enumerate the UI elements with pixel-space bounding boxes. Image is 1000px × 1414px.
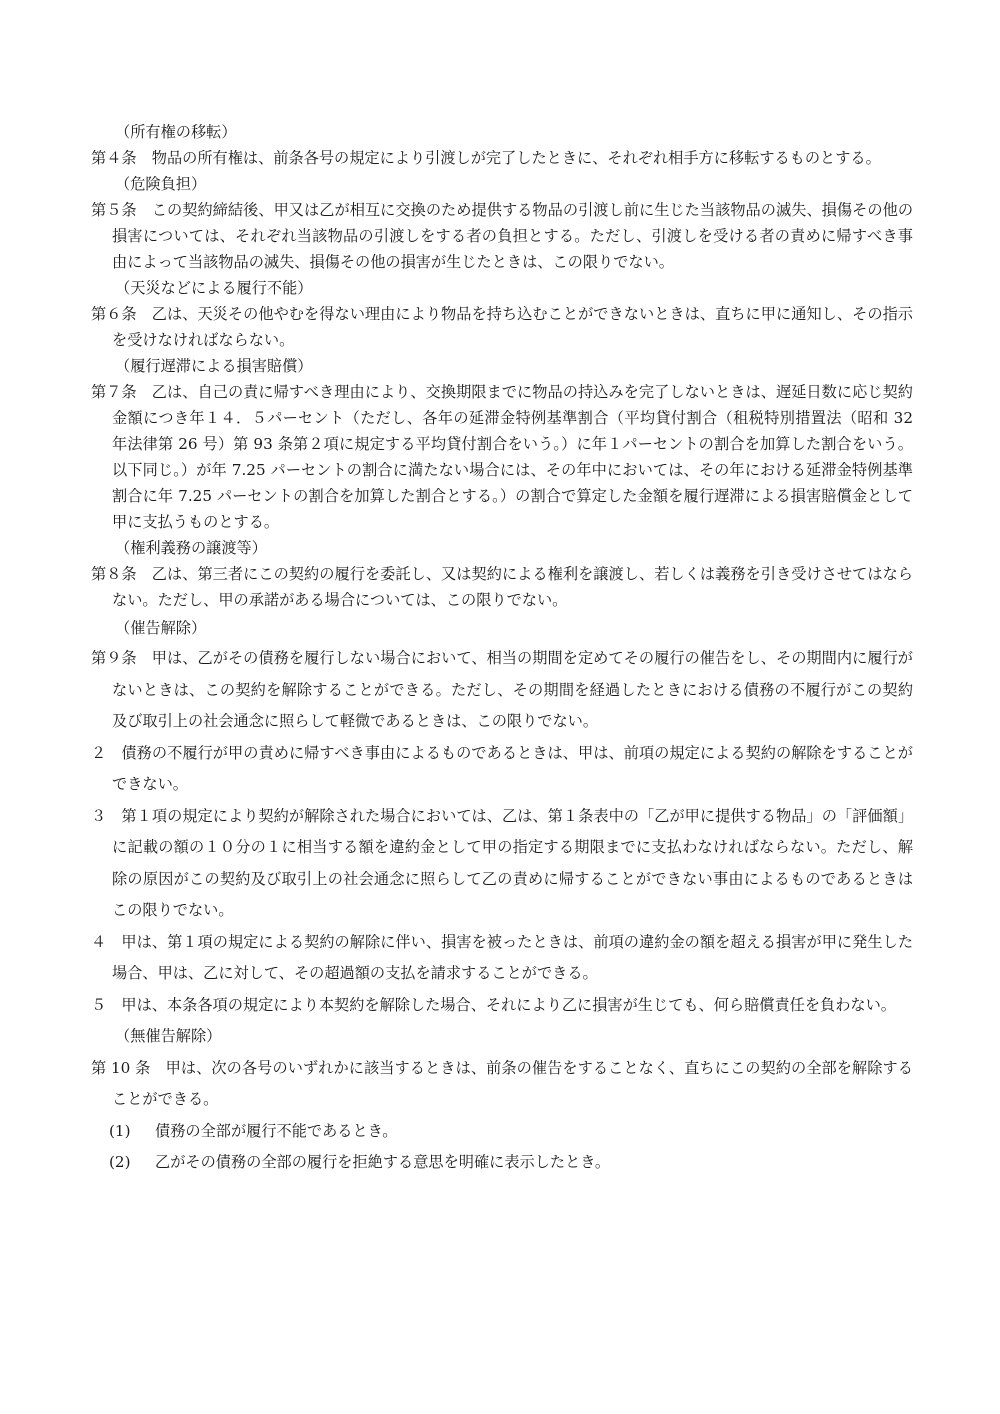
article-6-text: 乙は、天災その他やむを得ない理由により物品を持ち込むことができないときは、直ちに甲に通知し、その指示を受けなければならない。 xyxy=(112,305,913,349)
article-10-item-1 xyxy=(91,1116,913,1148)
article-9-paragraph-4-number: ４ xyxy=(91,932,122,951)
article-10-item-2-text: 乙がその債務の全部の履行を拒絶する意思を明確に表示したとき。 xyxy=(155,1153,611,1171)
article-5-number: 第５条 xyxy=(91,201,152,219)
article-9-text: 甲は、乙がその債務を履行しない場合において、相当の期間を定めてその履行の催告をし、その期間内に履行がないときは、この契約を解除することができる。ただし、その期間を経過したときにおける債務の不履行がこの契約及び取引上の社会通念に照らして軽微であるときは、この限りでない。 xyxy=(112,649,913,730)
article-7-caption: （履行遅滞による損害賠償） xyxy=(115,357,313,375)
article-9-number: 第９条 xyxy=(91,649,152,667)
article-5-caption: （危険負担） xyxy=(115,175,207,193)
article-7-text: 乙は、自己の責に帰すべき理由により、交換期限までに物品の持込みを完了しないときは、遅延日数に応じ契約金額につき年１４．５パーセント（ただし、各年の延滞金特例基準割合（平均貸付割合（租税特別措置法（昭和 32 年法律第 26 号）第 93 条第２項に規定する平均貸付割合をいう。）に年１パーセントの割合を加算した割合をいう。以下同じ。）が年 7.25 パーセントの割合に満たない場合には、その年中においては、その年における延滞金特例基準割合に年 7.25 パーセントの割合を加算した割合とする。）の割合で算定した金額を履行遅滞による損害賠償金として甲に支払うものとする。 xyxy=(112,383,913,531)
article-10-item-1-number: (1) xyxy=(109,1121,131,1140)
article-10 xyxy=(91,1053,913,1116)
article-9-paragraph-5-text: 甲は、本条各項の規定により本契約を解除した場合、それにより乙に損害が生じても、何ら賠償責任を負わない。 xyxy=(121,995,896,1014)
article-9-block xyxy=(91,643,913,1179)
article-9-paragraph-2-text: 債務の不履行が甲の責めに帰すべき事由によるものであるときは、甲は、前項の規定による契約の解除をすることができない。 xyxy=(112,743,913,793)
article-10-text: 甲は、次の各号のいずれかに該当するときは、前条の催告をすることなく、直ちにこの契約の全部を解除することができる。 xyxy=(112,1058,913,1108)
contract-page xyxy=(91,119,913,1179)
article-10-caption: （無催告解除） xyxy=(115,1027,222,1045)
article-10-number: 第 10 条 xyxy=(91,1058,166,1077)
article-4-number: 第４条 xyxy=(91,149,152,167)
article-4-text: 物品の所有権は、前条各号の規定により引渡しが完了したときに、それぞれ相手方に移転するものとする。 xyxy=(151,149,881,167)
article-9-caption: （催告解除） xyxy=(115,619,207,637)
article-10-item-2-number: (2) xyxy=(109,1153,131,1171)
article-9-paragraph-5 xyxy=(91,990,913,1022)
article-9 xyxy=(91,643,913,738)
article-9-paragraph-5-number: ５ xyxy=(91,995,122,1014)
article-9-paragraph-2-number: ２ xyxy=(91,743,122,762)
article-6-number: 第６条 xyxy=(91,305,152,323)
article-8 xyxy=(91,561,913,613)
article-10-item-1-text: 債務の全部が履行不能であるとき。 xyxy=(155,1121,398,1140)
article-6 xyxy=(91,301,913,353)
article-9-paragraph-4 xyxy=(91,927,913,990)
article-4 xyxy=(91,145,913,171)
article-9-paragraph-3-text: 第１項の規定により契約が解除された場合においては、乙は、第１条表中の「乙が甲に提供する物品」の「評価額」に記載の額の１０分の１に相当する額を違約金として甲の指定する期限までに支払わなければならない。ただし、解除の原因がこの契約及び取引上の社会通念に照らして乙の責めに帰することができない事由によるものであるときはこの限りでない。 xyxy=(112,806,914,919)
article-5 xyxy=(91,197,913,275)
article-9-paragraph-2 xyxy=(91,738,913,801)
article-8-number: 第８条 xyxy=(91,565,152,583)
article-9-paragraph-3 xyxy=(91,801,913,927)
article-5-text: この契約締結後、甲又は乙が相互に交換のため提供する物品の引渡し前に生じた当該物品の滅失、損傷その他の損害については、それぞれ当該物品の引渡しをする者の負担とする。ただし、引渡しを受ける者の責めに帰すべき事由によって当該物品の滅失、損傷その他の損害が生じたときは、この限りでない。 xyxy=(112,201,913,271)
article-10-item-2 xyxy=(91,1147,913,1179)
article-6-caption: （天災などによる履行不能） xyxy=(115,279,313,297)
article-8-caption: （権利義務の譲渡等） xyxy=(115,539,267,557)
article-9-paragraph-3-number: ３ xyxy=(91,806,122,825)
article-7-number: 第７条 xyxy=(91,383,152,401)
article-7 xyxy=(91,379,913,535)
article-8-text: 乙は、第三者にこの契約の履行を委託し、又は契約による権利を譲渡し、若しくは義務を引き受けさせてはならない。ただし、甲の承諾がある場合については、この限りでない。 xyxy=(112,565,913,609)
article-9-paragraph-4-text: 甲は、第１項の規定による契約の解除に伴い、損害を被ったときは、前項の違約金の額を超える損害が甲に発生した場合、甲は、乙に対して、その超過額の支払を請求することができる。 xyxy=(112,932,914,982)
article-4-caption: （所有権の移転） xyxy=(115,123,237,141)
